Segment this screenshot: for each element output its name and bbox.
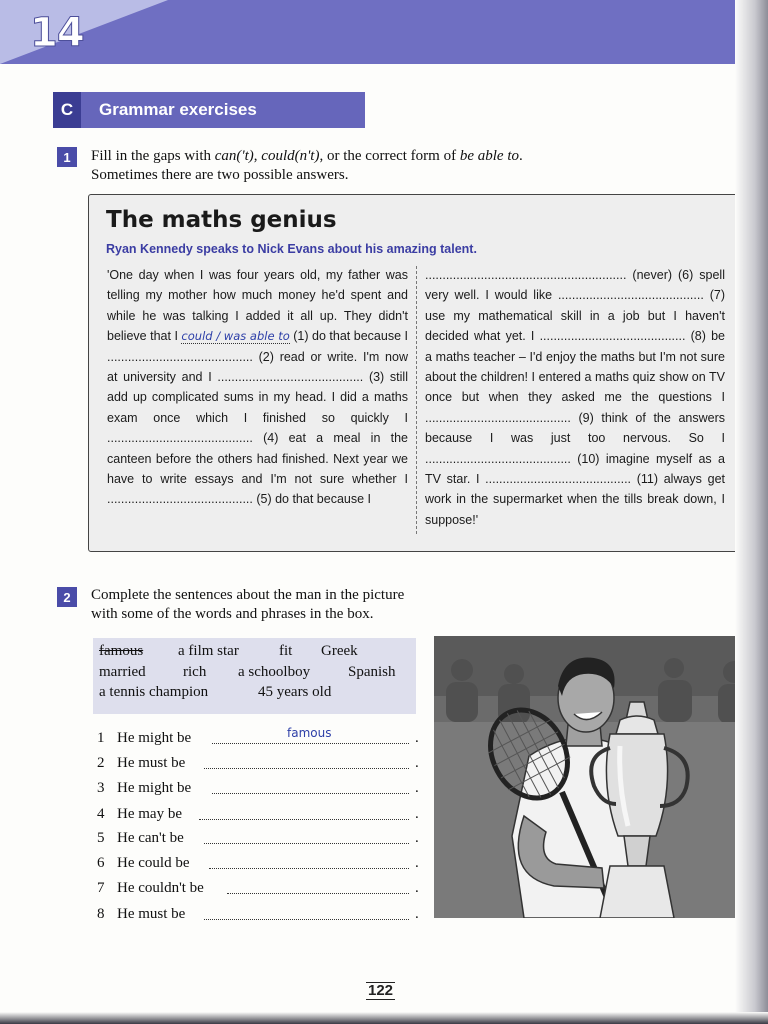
period: .: [415, 780, 419, 796]
handwritten-answer-1[interactable]: could / was able to: [181, 329, 290, 344]
section-letter: C: [53, 92, 81, 128]
word-famous: famous: [99, 643, 144, 659]
instruction-end: .: [519, 148, 523, 164]
period: .: [415, 906, 419, 922]
article-text-part-1: 'One day when I was four years old, my father was telling my mother how much money he'd spent and while he was talking I added it all up. They didn't believe that I: [107, 268, 408, 344]
period: .: [415, 880, 419, 896]
instruction-form-couldnt: could(n't): [261, 148, 320, 164]
header-band-highlight: [0, 0, 168, 64]
sentence-8: [97, 906, 427, 923]
word-married: married: [99, 664, 146, 680]
tennis-champion-illustration: [434, 636, 768, 918]
word-spanish: Spanish: [348, 664, 396, 680]
sentence-1: [97, 726, 427, 747]
sentence-number: 4: [97, 806, 105, 822]
article-text-part-2: (1) do that because I .......................................... (2) read or write. I'm now at university and I .......................................... (3) still add up complicated sums in my head. I did a maths exam once which I finished so quickly I .......................................... (4) eat a meal in the canteen before the others had finished. Next year we have to write essays and I'm not sure whether I .......................................... (5) do that because I: [107, 329, 408, 507]
word-a-tennis-champion: a tennis champion: [99, 684, 209, 700]
column-divider: [416, 266, 417, 534]
sentence-text: He can't be: [117, 830, 184, 846]
instruction-sep: ,: [253, 148, 262, 164]
period: .: [415, 806, 419, 822]
sentence-number: 2: [97, 755, 105, 771]
sentence-3: [97, 780, 427, 797]
sentence-7: [97, 880, 427, 897]
sentence-text: He must be: [117, 755, 186, 771]
sentence-number: 3: [97, 780, 105, 796]
instruction-line-2: with some of the words and phrases in the box.: [91, 606, 374, 622]
sentence-4: [97, 806, 427, 823]
word-rich: rich: [183, 664, 207, 680]
sentence-number: 8: [97, 906, 105, 922]
answer-line[interactable]: [212, 793, 409, 794]
word-a-schoolboy: a schoolboy: [238, 664, 311, 680]
word-fit: fit: [279, 643, 293, 659]
period: .: [415, 755, 419, 771]
answer-line[interactable]: [204, 919, 409, 920]
sentence-text: He might be: [117, 730, 192, 746]
sentence-text: He must be: [117, 906, 186, 922]
answer-line[interactable]: [209, 868, 409, 869]
sentence-number: 1: [97, 730, 105, 746]
instruction-text-2: , or the correct form of: [319, 148, 460, 164]
answer-line[interactable]: [204, 768, 409, 769]
article-left-column: [107, 265, 408, 510]
sentence-text: He may be: [117, 806, 182, 822]
sentence-text: He might be: [117, 780, 192, 796]
sentence-number: 5: [97, 830, 105, 846]
section-heading: [53, 92, 365, 128]
sentence-text: He couldn't be: [117, 880, 204, 896]
article-subtitle: Ryan Kennedy speaks to Nick Evans about his amazing talent.: [106, 242, 477, 256]
word-a-film-star: a film star: [178, 643, 239, 659]
answer-line[interactable]: [227, 893, 409, 894]
page-bottom-shadow: [0, 1012, 768, 1024]
section-title: Grammar exercises: [99, 100, 257, 119]
article-right-column: .......................................................... (never) (6) spell very well. I would like .......................................... (7) use my mathematical skill in a job but I haven't decided what yet. I .......................................... (8) be a maths teacher – I'd enjoy the maths but I'm not sure about the children! I entered a maths quiz show on TV once but when they asked me the questions I .......................................... (9) think of the answers because I was just too nervous. So I .......................................... (10) imagine myself as a TV star. I .......................................... (11) always get work in the supermarket when the tills break down, I suppose!': [425, 268, 725, 527]
period: .: [415, 730, 419, 746]
instruction-line-2: Sometimes there are two possible answers.: [91, 167, 349, 183]
sentence-2: [97, 755, 427, 772]
instruction-form-be-able-to: be able to: [459, 148, 519, 164]
exercise-1-number: 1: [57, 147, 77, 167]
sentence-6: [97, 855, 427, 872]
word-greek: Greek: [321, 643, 358, 659]
instruction-text: Fill in the gaps with: [91, 148, 215, 164]
sentence-number: 7: [97, 880, 105, 896]
answer-line[interactable]: [199, 819, 409, 820]
page-number: 122: [368, 982, 394, 999]
answer-line[interactable]: [212, 743, 409, 744]
answer-line[interactable]: [204, 843, 409, 844]
exercise-2-number: 2: [57, 587, 77, 607]
period: .: [415, 830, 419, 846]
instruction-line-1: Complete the sentences about the man in the picture: [91, 587, 405, 603]
word-45-years-old: 45 years old: [258, 684, 332, 700]
page-edge-shadow: [735, 0, 768, 1024]
sentence-5: [97, 830, 427, 847]
article-title: The maths genius: [106, 207, 337, 233]
instruction-form-cant: can('t): [214, 148, 254, 164]
handwritten-answer: famous: [287, 726, 332, 740]
unit-number: 14: [30, 10, 84, 56]
sentence-text: He could be: [117, 855, 190, 871]
sentence-number: 6: [97, 855, 105, 871]
exercise-2-instruction: [91, 586, 404, 624]
exercise-1-instruction: [91, 147, 523, 185]
period: .: [415, 855, 419, 871]
